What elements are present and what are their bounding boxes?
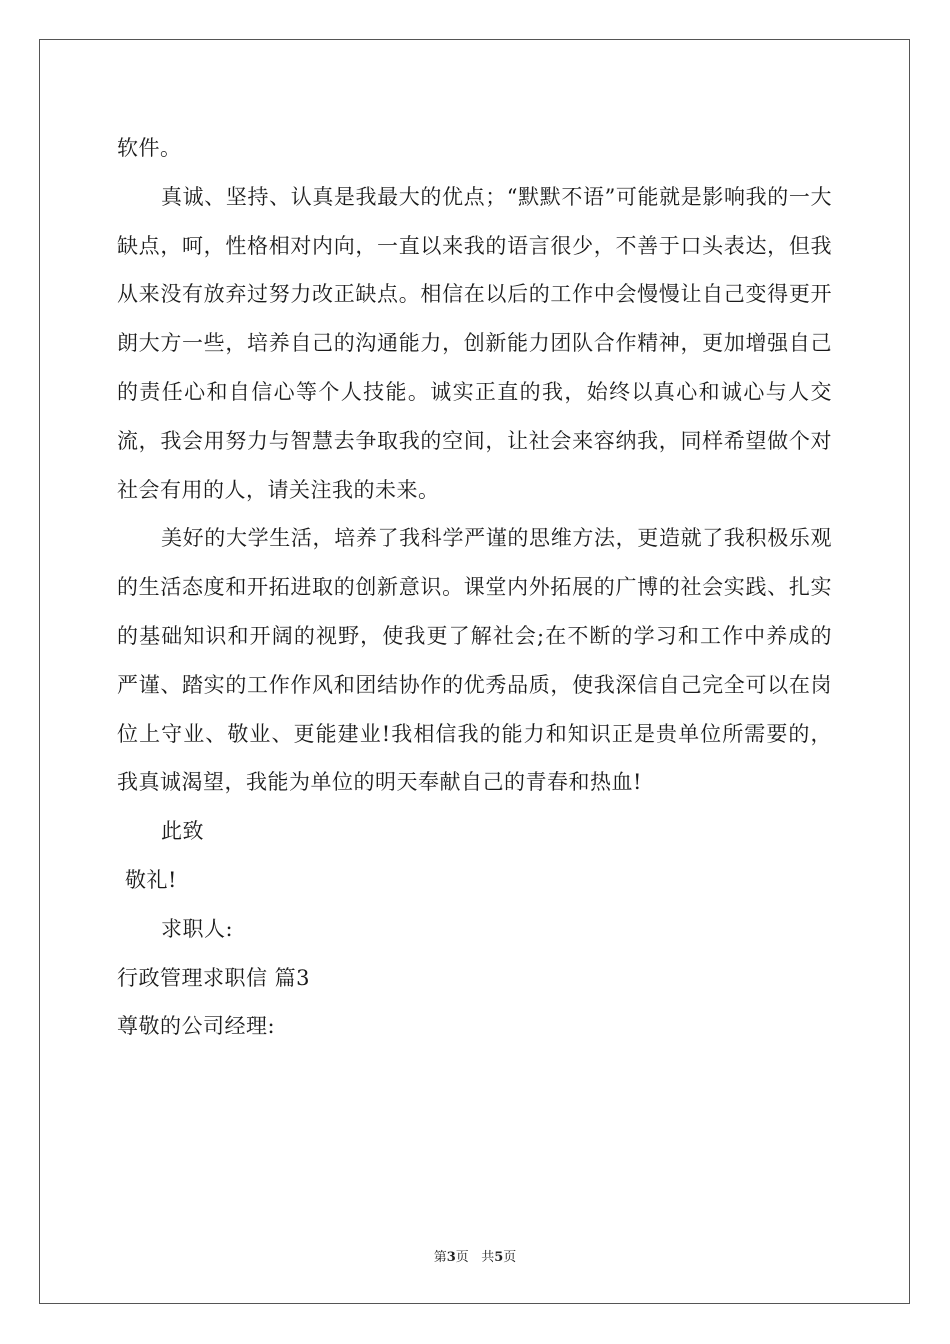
total-prefix: 共 bbox=[481, 1250, 495, 1265]
page-suffix: 页 bbox=[455, 1250, 469, 1265]
page-footer bbox=[0, 1246, 950, 1265]
paragraph-continuation: 软件。 bbox=[117, 136, 182, 160]
paragraph-university: 美好的大学生活，培养了我科学严谨的思维方法，更造就了我积极乐观的生活态度和开拓进取的创新意识。课堂内外拓展的广博的社会实践、扎实的基础知识和开阔的视野，使我更了解社会;在不断的学习和工作中养成的严谨、踏实的工作作风和团结协作的优秀品质，使我深信自己完全可以在岗位上守业、敬业、更能建业!我相信我的能力和知识正是贵单位所需要的，我真诚渴望，我能为单位的明天奉献自己的青春和热血! bbox=[117, 526, 832, 795]
letter-greeting: 尊敬的公司经理: bbox=[117, 1014, 276, 1039]
closing-salutation: 此致 bbox=[161, 819, 204, 844]
page-prefix: 第 bbox=[433, 1250, 447, 1265]
page-current: 3 bbox=[446, 1250, 456, 1265]
closing-regards: 敬礼! bbox=[125, 867, 177, 892]
paragraph-strengths: 真诚、坚持、认真是我最大的优点；“默默不语”可能就是影响我的一大缺点，呵，性格相对内向，一直以来我的语言很少，不善于口头表达，但我从来没有放弃过努力改正缺点。相信在以后的工作中会慢慢让自己变得更开朗大方一些，培养自己的沟通能力，创新能力团队合作精神，更加增强自己的责任心和自信心等个人技能。诚实正直的我，始终以真心和诚心与人交流，我会用努力与智慧去争取我的空间，让社会来容纳我，同样希望做个对社会有用的人，请关注我的未来。 bbox=[117, 184, 832, 502]
section-heading: 行政管理求职信 篇3 bbox=[117, 965, 311, 990]
total-suffix: 页 bbox=[503, 1250, 517, 1265]
page-total: 5 bbox=[494, 1250, 504, 1265]
signature-line: 求职人: bbox=[161, 916, 234, 941]
document-body bbox=[117, 124, 832, 1051]
